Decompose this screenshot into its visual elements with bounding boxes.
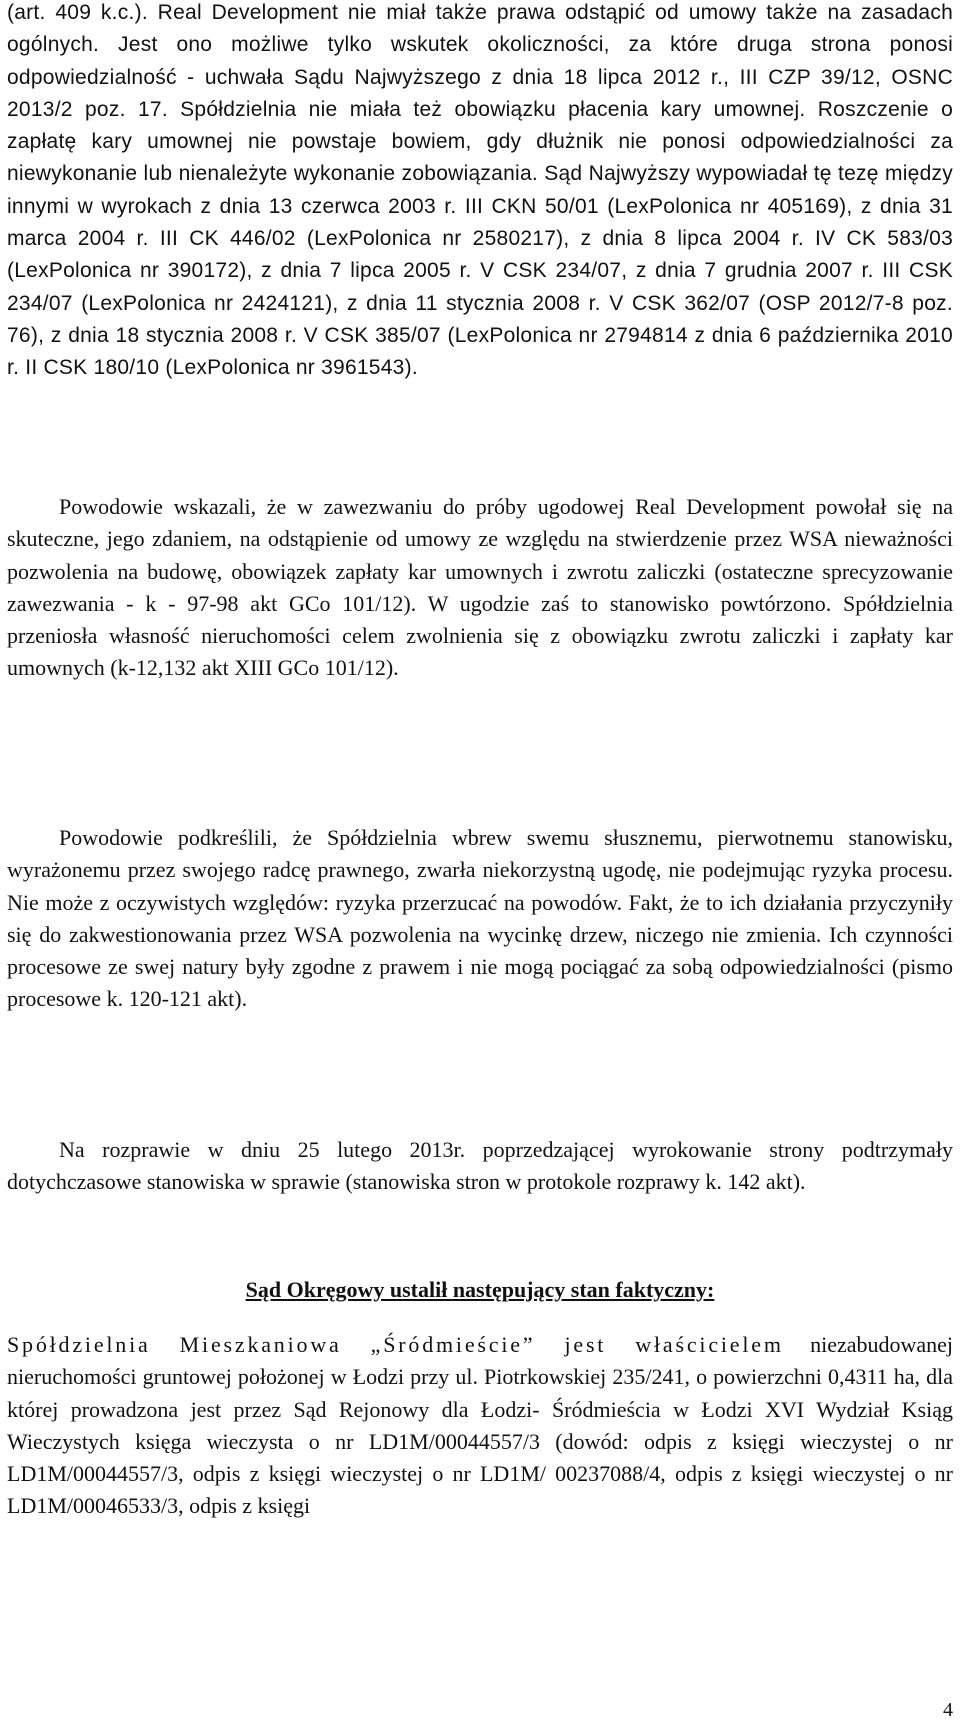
paragraph-plaintiffs-emphasis: Powodowie podkreślili, że Spółdzielnia wbrew swemu słusznemu, pierwotnemu stanowisku, wyrażonemu przez swojego radcę prawnego, zwarła niekorzystną ugodę, nie podejmując ryzyka procesu. Nie może z oczywistych względów: ryzyka przerzucać na powodów. Fakt, że to ich działania przyczyniły się do zakwestionowania przez WSA pozwolenia na wycinkę drzew, niczego nie zmienia. Ich czynności procesowe ze swej natury były zgodne z prawem i nie mogą pociągać za sobą odpowiedzialności (pismo procesowe k. 120-121 akt).: [7, 825, 953, 1012]
paragraph-legal-argument: (art. 409 k.c.). Real Development nie miał także prawa odstąpić od umowy także na zasadach ogólnych. Jest ono możliwe tylko wskutek okoliczności, za które druga strona ponosi odpowiedzialność - uchwała Sądu Najwyższego z dnia 18 lipca 2012 r., III CZP 39/12, OSNC 2013/2 poz. 17. Spółdzielnia nie miała też obowiązku płacenia kary umownej. Roszczenie o zapłatę kary umownej nie powstaje bowiem, gdy dłużnik nie ponosi odpowiedzialności za niewykonanie lub nienależyte wykonanie zobowiązania. Sąd Najwyższy wypowiadał tę tezę między innymi w wyrokach z dnia 13 czerwca 2003 r. III CKN 50/01 (LexPolonica nr 405169), z dnia 31 marca 2004 r. III CK 446/02 (LexPolonica nr 2580217), z dnia 8 lipca 2004 r. IV CK 583/03 (LexPolonica nr 390172), z dnia 7 lipca 2005 r. V CSK 234/07, z dnia 7 grudnia 2007 r. III CSK 234/07 (LexPolonica nr 2424121), z dnia 11 stycznia 2008 r. V CSK 362/07 (OSP 2012/7-8 poz. 76), z dnia 18 stycznia 2008 r. V CSK 385/07 (LexPolonica nr 2794814 z dnia 6 października 2010 r. II CSK 180/10 (LexPolonica nr 3961543).: [7, 1, 953, 380]
paragraph-plaintiffs-claims: Powodowie wskazali, że w zawezwaniu do próby ugodowej Real Development powołał się na skuteczne, jego zdaniem, na odstąpienie od umowy ze względu na stwierdzenie przez WSA nieważności pozwolenia na budowę, obowiązek zapłaty kar umownych i zwrotu zaliczki (ostateczne sprecyzowanie zawezwania - k - 97-98 akt GCo 101/12). W ugodzie zaś to stanowisko powtórzono. Spółdzielnia przeniosła własność nieruchomości celem zwolnienia się z obowiązku zwrotu zaliczki i zapłaty kar umownych (k-12,132 akt XIII GCo 101/12).: [7, 494, 953, 681]
section-heading: Sąd Okręgowy ustalił następujący stan faktyczny:: [245, 1277, 715, 1302]
page-number: 4: [943, 1699, 953, 1721]
paragraph-facts-rest: niezabudowanej nieruchomości gruntowej położonej w Łodzi przy ul. Piotrkowskiej 235/241, o powierzchni 0,4311 ha, dla której prowadzona jest przez Sąd Rejonowy dla Łodzi- Śródmieścia w Łodzi XVI Wydział Ksiąg Wieczystych księga wieczysta o nr LD1M/00044557/3 (dowód: odpis z księgi wieczystej o nr LD1M/00044557/3, odpis z księgi wieczystej o nr LD1M/ 00237088/4, odpis z księgi wieczystej o nr LD1M/00046533/3, odpis z księgi: [7, 1332, 954, 1519]
paragraph-facts-first-line: Spółdzielnia Mieszkaniowa „Śródmieście” jest właścicielem: [7, 1332, 784, 1357]
paragraph-facts: [7, 1329, 953, 1523]
paragraph-hearing: Na rozprawie w dniu 25 lutego 2013r. poprzedzającej wyrokowanie strony podtrzymały dotychczasowe stanowiska w sprawie (stanowiska stron w protokole rozprawy k. 142 akt).: [7, 1137, 953, 1195]
